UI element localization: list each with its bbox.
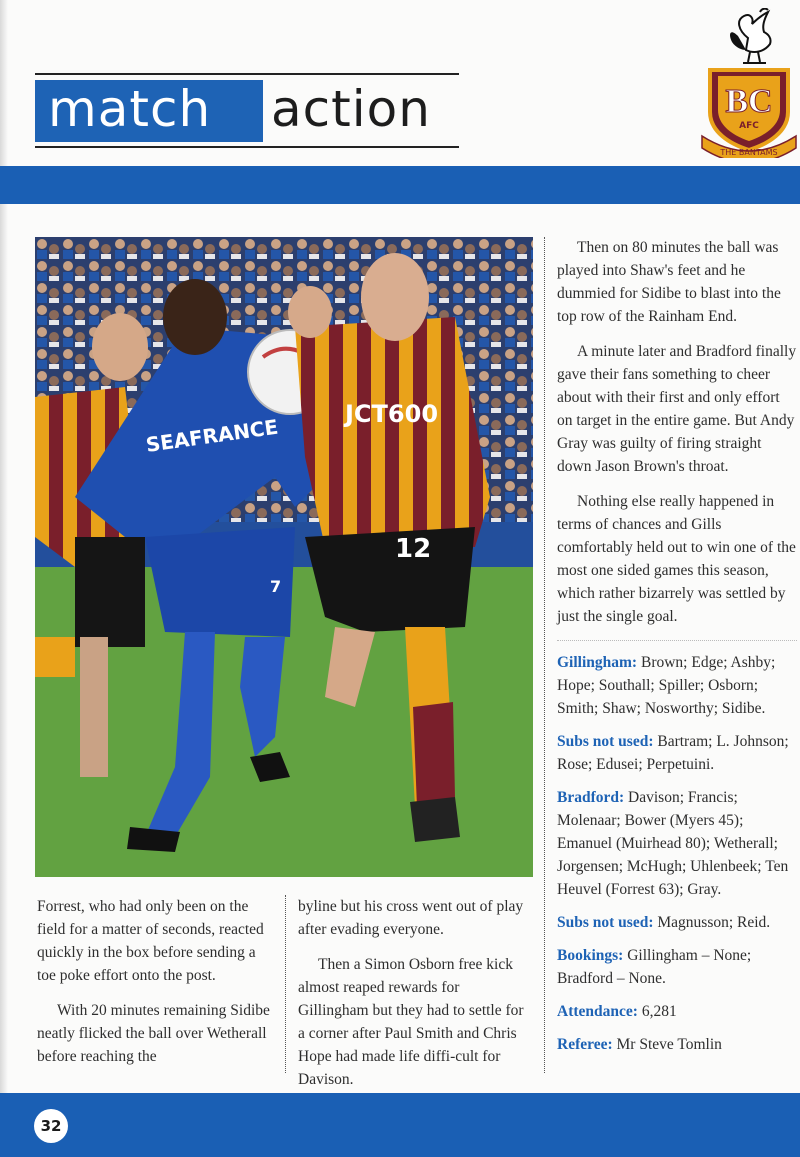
claret-shirt-sponsor: JCT600 [345, 400, 439, 428]
team-label: Gillingham: [557, 654, 638, 671]
subs-label: Subs not used: [557, 914, 654, 931]
page-number: 32 [34, 1109, 68, 1143]
subs-label: Subs not used: [557, 733, 654, 750]
title-highlight: match [48, 80, 212, 138]
article-paragraph: Then a Simon Osborn free kick almost reaped rewards for Gillingham but they had to settle for a corner after Paul Smith and Chris Hope had made life diffi-cult for Davison. [298, 956, 524, 1088]
bookings-label: Bookings: [557, 947, 624, 964]
attendance-label: Attendance: [557, 1003, 638, 1020]
crest-sub: AFC [739, 121, 759, 131]
header-rule-bottom [35, 146, 459, 148]
article-paragraph: With 20 minutes remaining Sidibe neatly flicked the ball over Wetherall before reaching the [37, 1002, 270, 1065]
team-line-gillingham [557, 651, 797, 720]
subs-players: Magnusson; Reid. [657, 914, 771, 931]
team-players: Brown; Edge; Ashby; Hope; Southall; Spiller; Osborn; Smith; Shaw; Nosworthy; Sidibe. [557, 654, 776, 717]
attendance-line [557, 1000, 797, 1023]
article-paragraph: Nothing else really happened in terms of chances and Gills comfortably held out to win one of the most one sided games this season, which rather bizarrely was settled by just the single goal. [557, 493, 796, 625]
subs-players: Bartram; L. Johnson; Rose; Edusei; Perpetuini. [557, 733, 789, 773]
crest-banner: THE BANTAMS [720, 148, 778, 157]
header-blue-band [0, 166, 800, 204]
title-rest: action [271, 80, 431, 138]
referee-label: Referee: [557, 1036, 613, 1053]
subs-line-gillingham [557, 730, 797, 776]
footer-blue-band [0, 1093, 800, 1157]
crest-letters: BC [725, 83, 773, 120]
referee-name: Mr Steve Tomlin [616, 1036, 722, 1053]
match-photo [35, 237, 533, 877]
article-paragraph: Forrest, who had only been on the field for a matter of seconds, reacted quickly in the box before sending a toe poke effort onto the post. [37, 898, 264, 984]
team-line-bradford [557, 786, 797, 901]
bookings-line [557, 944, 797, 990]
referee-line [557, 1033, 797, 1056]
article-paragraph: byline but his cross went out of play after evading everyone. [298, 898, 524, 938]
column-divider [544, 237, 545, 1073]
article-paragraph: A minute later and Bradford finally gave their fans something to cheer about with their first and only effort on target in the entire game. But Andy Gray was guilty of firing straight down Jason Brown's throat. [557, 343, 797, 475]
article-bottom-middle [298, 895, 530, 1103]
claret-shorts-number: 12 [395, 534, 432, 564]
team-label: Bradford: [557, 789, 625, 806]
blue-shirt-sponsor: SEAFRANCE [144, 414, 280, 457]
club-crest-logo [698, 8, 800, 158]
bookings-text: Gillingham – None; Bradford – None. [557, 947, 752, 987]
article-paragraph: Then on 80 minutes the ball was played into Shaw's feet and he dummied for Sidibe to blast into the top row of the Rainham End. [557, 239, 781, 325]
team-players: Davison; Francis; Molenaar; Bower (Myers 45); Emanuel (Muirhead 80); Wetherall; Jorgensen; McHugh; Uhlenbeek; Ten Heuvel (Forrest 63); Gray. [557, 789, 789, 898]
blue-shirt-number: 7 [270, 577, 282, 596]
subs-line-bradford [557, 911, 797, 934]
section-divider [557, 640, 797, 641]
header-rule-top [35, 73, 459, 75]
attendance-value: 6,281 [641, 1003, 677, 1020]
article-bottom-left [37, 895, 277, 1080]
cockerel-icon [730, 9, 771, 63]
column-divider [285, 895, 286, 1073]
article-right-column [557, 236, 797, 1066]
